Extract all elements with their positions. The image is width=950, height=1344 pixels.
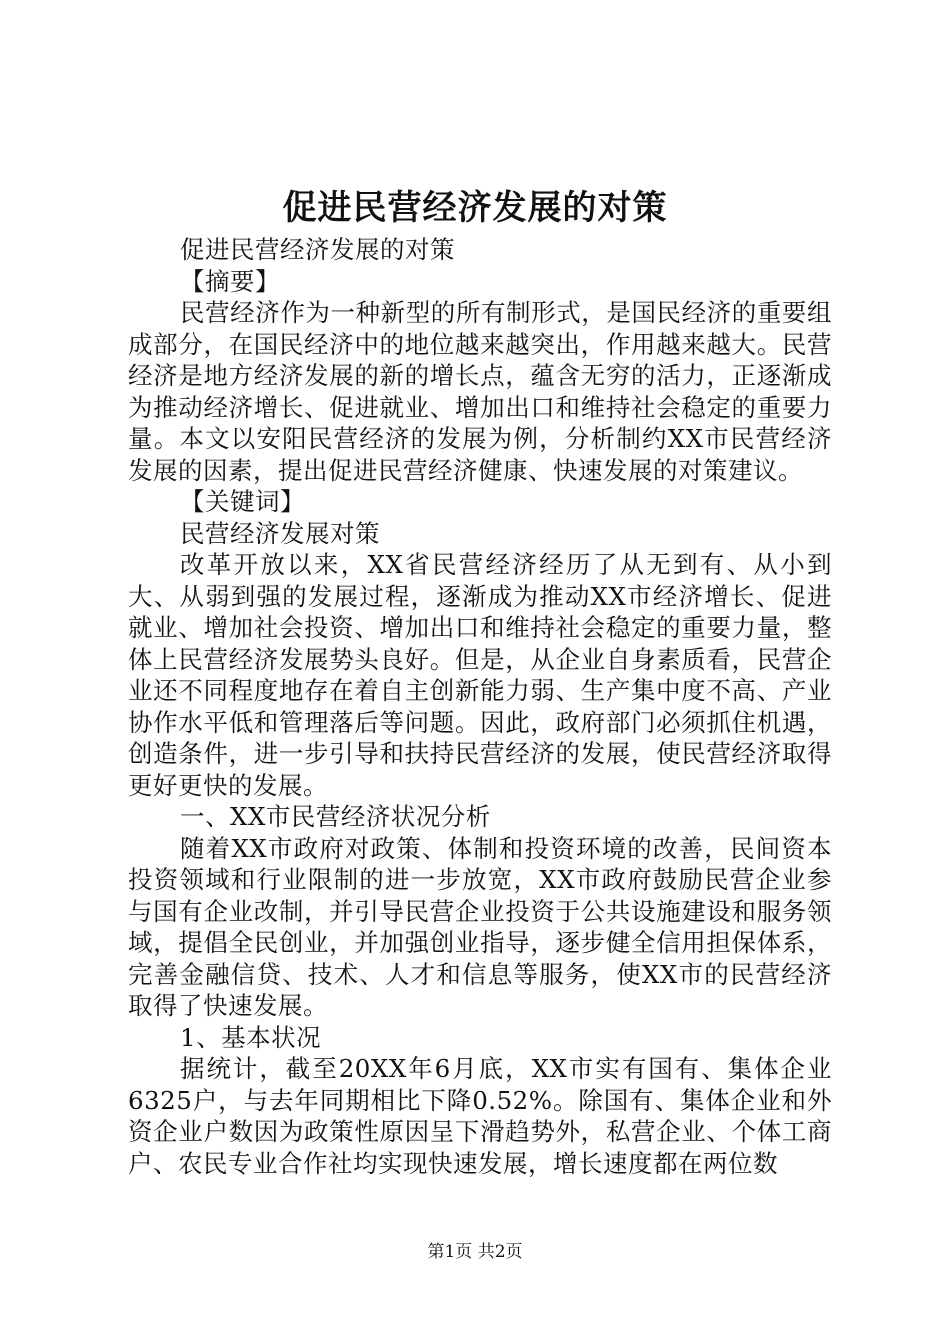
document-title: 促进民营经济发展的对策	[282, 188, 668, 228]
document-body	[128, 234, 832, 1179]
section-heading: 一、XX市民营经济状况分析	[180, 802, 491, 831]
page-footer: 第1页 共2页	[427, 1242, 523, 1262]
keywords-heading: 【关键词】	[180, 487, 305, 516]
section-paragraph: 随着XX市政府对政策、体制和投资环境的改善，民间资本投资领域和行业限制的进一步放宽，XX市政府鼓励民营企业参与国有企业改制，并引导民营企业投资于公共设施建设和服务领域，提倡全民创业，并加强创业指导，逐步健全信用担保体系，完善金融信贷、技术、人才和信息等服务，使XX市的民营经济取得了快速发展。	[128, 833, 832, 1020]
statistics-paragraph: 据统计，截至20XX年6月底，XX市实有国有、集体企业6325户，与去年同期相比下降0.52%。除国有、集体企业和外资企业户数因为政策性原因呈下滑趋势外，私营企业、个体工商户、农民专业合作社均实现快速发展，增长速度都在两位数	[128, 1054, 832, 1178]
subtitle-paragraph: 促进民营经济发展的对策	[180, 235, 455, 264]
abstract-paragraph: 民营经济作为一种新型的所有制形式，是国民经济的重要组成部分，在国民经济中的地位越来越突出，作用越来越大。民营经济是地方经济发展的新的增长点，蕴含无穷的活力，正逐渐成为推动经济增长、促进就业、增加出口和维持社会稳定的重要力量。本文以安阳民营经济的发展为例，分析制约XX市民营经济发展的因素，提出促进民营经济健康、快速发展的对策建议。	[128, 298, 832, 485]
abstract-heading: 【摘要】	[180, 266, 280, 296]
intro-paragraph: 改革开放以来，XX省民营经济经历了从无到有、从小到大、从弱到强的发展过程，逐渐成为推动XX市经济增长、促进就业、增加社会投资、增加出口和维持社会稳定的重要力量，整体上民营经济发展势头良好。但是，从企业自身素质看，民营企业还不同程度地存在着自主创新能力弱、生产集中度不高、产业协作水平低和管理落后等问题。因此，政府部门必须抓住机遇，创造条件，进一步引导和扶持民营经济的发展，使民营经济取得更好更快的发展。	[128, 550, 832, 800]
keywords-paragraph: 民营经济发展对策	[180, 518, 380, 548]
subsection-heading: 1、基本状况	[180, 1022, 322, 1052]
